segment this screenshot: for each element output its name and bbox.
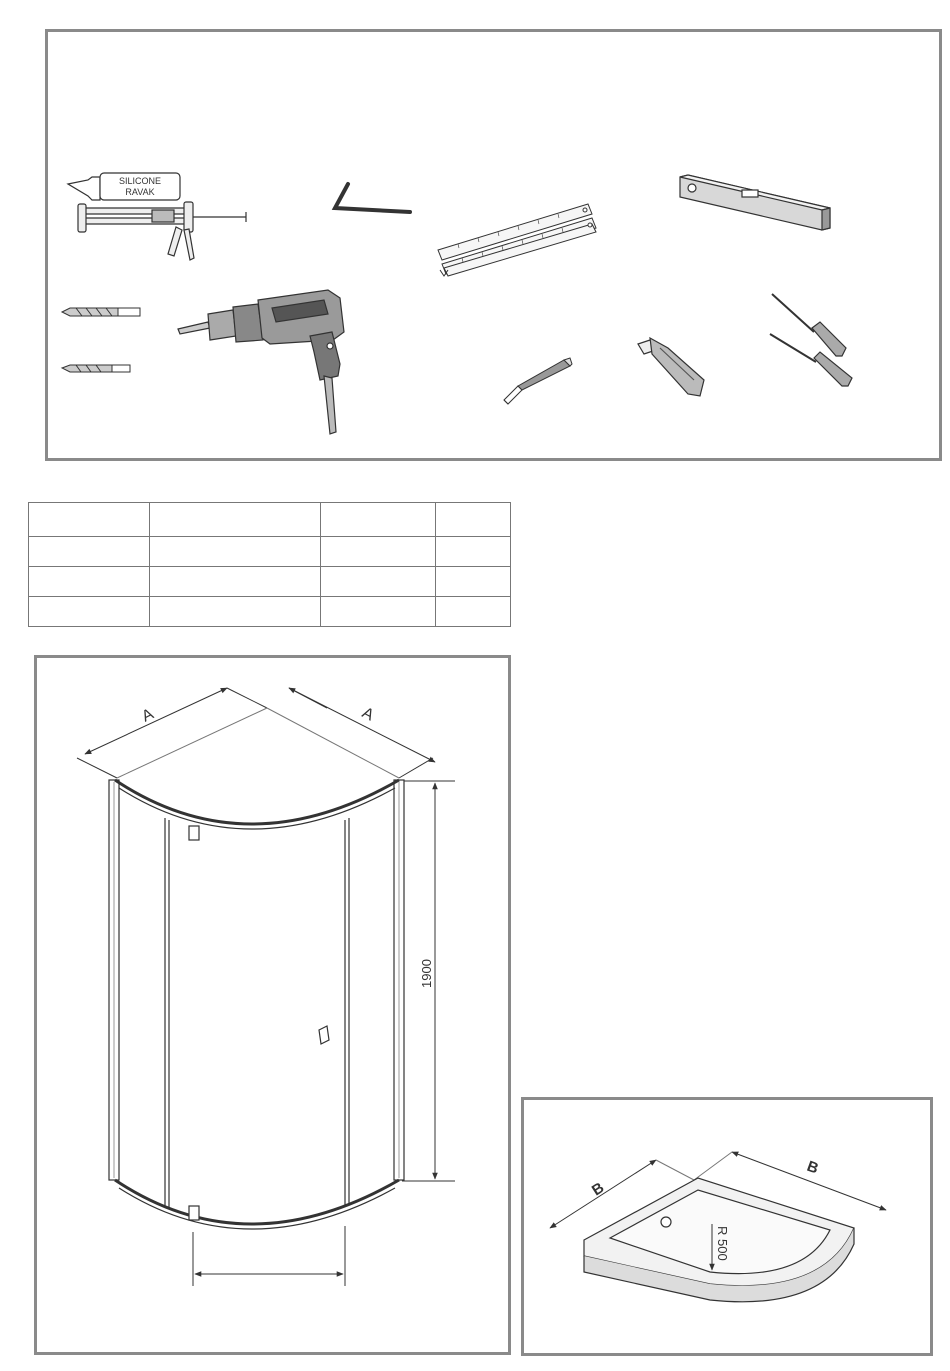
- dimensions-table: [28, 502, 511, 627]
- table-cell: [29, 597, 150, 627]
- width-label-left: A: [139, 705, 157, 726]
- spirit-level-icon: [680, 175, 830, 230]
- table-row: [29, 567, 511, 597]
- table-cell: [150, 537, 321, 567]
- silicone-label-line1: SILICONE: [118, 176, 162, 186]
- table-cell: [436, 503, 511, 537]
- shower-cabin-panel: [34, 655, 511, 1355]
- table-cell: [29, 503, 150, 537]
- table-row: [29, 503, 511, 537]
- drill-bit-small-icon: [62, 365, 130, 372]
- shower-cabin-diagram: [37, 658, 514, 1358]
- table-row: [29, 597, 511, 627]
- silicone-tube-icon: [68, 173, 180, 200]
- utility-knife-icon: [638, 338, 704, 396]
- pencil-icon: [504, 358, 572, 404]
- folding-ruler-icon: [438, 204, 596, 276]
- silicone-label-line2: RAVAK: [125, 187, 155, 197]
- table-cell: [321, 567, 436, 597]
- table-cell: [321, 597, 436, 627]
- table-cell: [150, 567, 321, 597]
- tools-panel: [45, 29, 942, 461]
- table-cell: [436, 537, 511, 567]
- table-cell: [436, 597, 511, 627]
- silicone-gun-icon: [78, 202, 246, 260]
- shower-tray-panel: [521, 1097, 933, 1356]
- shower-tray-diagram: [524, 1100, 936, 1359]
- drill-bit-icon: [62, 308, 140, 316]
- height-label: 1900: [419, 959, 434, 988]
- width-dimension-line-right: [289, 688, 435, 762]
- table-cell: [321, 537, 436, 567]
- tray-width-label-left: B: [588, 1179, 608, 1200]
- tools-illustration: [48, 32, 945, 464]
- width-label-right: A: [359, 704, 377, 725]
- table-cell: [150, 597, 321, 627]
- shower-cabin-icon: [109, 780, 404, 1229]
- table-cell: [29, 567, 150, 597]
- table-row: [29, 537, 511, 567]
- allen-key-icon: [335, 184, 410, 212]
- table-cell: [321, 503, 436, 537]
- power-drill-icon: [178, 290, 344, 434]
- tray-radius-label: R 500: [715, 1226, 730, 1261]
- tray-width-label-right: B: [804, 1157, 821, 1178]
- table-cell: [436, 567, 511, 597]
- screwdrivers-icon: [770, 294, 852, 386]
- table-cell: [29, 537, 150, 567]
- table-cell: [150, 503, 321, 537]
